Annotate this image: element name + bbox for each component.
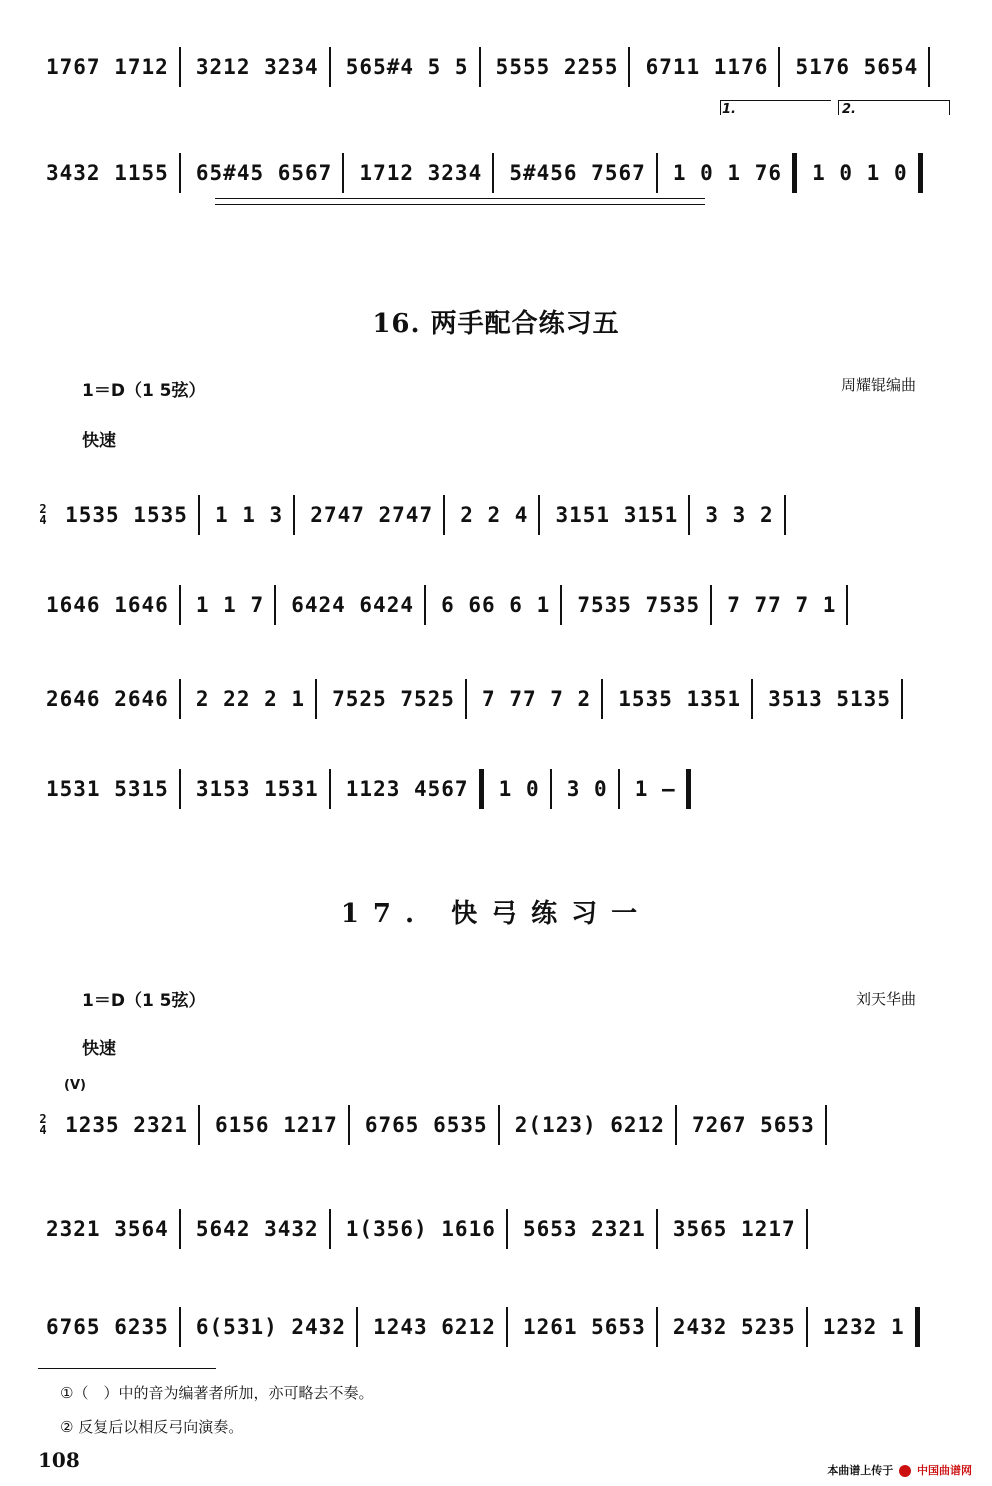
- barline: [618, 769, 620, 809]
- barline: [825, 1105, 827, 1145]
- piece-17-line-2: [36, 1206, 952, 1252]
- barline: [274, 585, 276, 625]
- barline: [506, 1209, 508, 1249]
- volta-1-bracket: [720, 100, 831, 115]
- measure: 6711 1176: [645, 55, 769, 79]
- barline: [179, 679, 181, 719]
- barline: [356, 1307, 358, 1347]
- measure: 6 66 6 1: [441, 593, 551, 617]
- repeat-barline: [915, 1307, 920, 1347]
- measure: 3 3 2: [705, 503, 774, 527]
- barline: [550, 769, 552, 809]
- barline: [675, 1105, 677, 1145]
- barline: [342, 153, 344, 193]
- measure: 5555 2255: [495, 55, 619, 79]
- measure: 1712 3234: [359, 161, 483, 185]
- measure: 2 2 4: [460, 503, 529, 527]
- volta-2-bracket: [838, 100, 950, 115]
- measure: 1767 1712: [46, 55, 169, 79]
- barline: [479, 47, 481, 87]
- measure: 1535 1351: [618, 687, 742, 711]
- measure: 6424 6424: [291, 593, 414, 617]
- measure: 1535 1535: [65, 503, 188, 527]
- barline: [329, 47, 331, 87]
- final-barline: [918, 153, 923, 193]
- upload-credit: [827, 1462, 972, 1478]
- measure: 6765 6535: [364, 1113, 488, 1137]
- measure: 1 0: [498, 777, 540, 801]
- barline: [315, 679, 317, 719]
- barline: [179, 769, 181, 809]
- measure: 1531 5315: [46, 777, 169, 801]
- barline: [179, 585, 181, 625]
- barline: [498, 1105, 500, 1145]
- barline: [806, 1209, 808, 1249]
- measure: 3153 1531: [195, 777, 319, 801]
- barline: [656, 153, 658, 193]
- barline: [329, 1209, 331, 1249]
- barline: [751, 679, 753, 719]
- measure: 1(356) 1616: [345, 1217, 496, 1241]
- measure: 7535 7535: [577, 593, 701, 617]
- measure: 1261 5653: [522, 1315, 646, 1339]
- measure: 7 77 7 2: [482, 687, 592, 711]
- measure: 3212 3234: [195, 55, 319, 79]
- barline: [492, 153, 494, 193]
- barline: [179, 1307, 181, 1347]
- barline: [784, 495, 786, 535]
- measure: 3432 1155: [46, 161, 169, 185]
- top-line-1: [36, 44, 952, 90]
- barline: [329, 769, 331, 809]
- measure: 6765 6235: [46, 1315, 169, 1339]
- barline: [656, 1209, 658, 1249]
- barline: [656, 1307, 658, 1347]
- piece-17-composer: 刘天华曲: [855, 990, 916, 1008]
- barline: [628, 47, 630, 87]
- volta-2: 2.: [842, 102, 856, 117]
- time-signature: 2 4: [39, 502, 47, 527]
- measure: 6156 1217: [214, 1113, 338, 1137]
- credit-site: 中国曲谱网: [917, 1464, 972, 1477]
- piece-17-tempo: 快速: [82, 1039, 116, 1059]
- measure: 7267 5653: [691, 1113, 815, 1137]
- bowing-mark: (V): [64, 1078, 86, 1093]
- measure: 2747 2747: [310, 503, 434, 527]
- measure: 5176 5654: [795, 55, 919, 79]
- footnote-1: ①（ ）中的音为编著者所加，亦可略去不奏。: [60, 1384, 374, 1402]
- slur-line: [215, 198, 705, 199]
- barline: [710, 585, 712, 625]
- barline: [179, 1209, 181, 1249]
- piece-16-line-2: [36, 582, 952, 628]
- measure: 1232 1: [822, 1315, 905, 1339]
- barline: [928, 47, 930, 87]
- measure: 7525 7525: [332, 687, 455, 711]
- measure: 1235 2321: [65, 1113, 188, 1137]
- barline: [198, 1105, 200, 1145]
- piece-16-title: 16. 两手配合练习五: [372, 309, 620, 339]
- barline: [424, 585, 426, 625]
- measure: 5#456 7567: [509, 161, 646, 185]
- barline: [293, 495, 295, 535]
- barline: [506, 1307, 508, 1347]
- measure: 3 0: [566, 777, 608, 801]
- page-number: 108: [38, 1448, 80, 1472]
- barline: [806, 1307, 808, 1347]
- measure: 1 0 1 76: [672, 161, 782, 185]
- barline: [179, 47, 181, 87]
- barline: [601, 679, 603, 719]
- measure: 5642 3432: [195, 1217, 319, 1241]
- top-line-2: [36, 150, 952, 196]
- piece-16-line-1: [36, 492, 952, 538]
- measure: 1123 4567: [345, 777, 469, 801]
- volta-1: 1.: [722, 102, 736, 117]
- measure: 1 0 1 0: [812, 161, 908, 185]
- barline: [198, 495, 200, 535]
- measure: 2432 5235: [672, 1315, 796, 1339]
- footnote-2: ② 反复后以相反弓向演奏。: [60, 1418, 244, 1436]
- repeat-barline: [479, 769, 484, 809]
- barline: [443, 495, 445, 535]
- measure: 2 22 2 1: [195, 687, 306, 711]
- site-logo-icon: [899, 1465, 911, 1477]
- credit-prefix: 本曲谱上传于: [827, 1464, 894, 1477]
- slur-line: [215, 204, 705, 205]
- measure: 1243 6212: [373, 1315, 496, 1339]
- barline: [538, 495, 540, 535]
- measure: 2646 2646: [46, 687, 169, 711]
- piece-16-tempo: 快速: [82, 431, 116, 451]
- barline: [688, 495, 690, 535]
- piece-17-line-1: [36, 1102, 952, 1148]
- barline: [846, 585, 848, 625]
- measure: 7 77 7 1: [727, 593, 837, 617]
- measure: 1646 1646: [46, 593, 169, 617]
- time-signature: 2 4: [39, 1112, 47, 1137]
- measure: 565#4 5 5: [345, 55, 469, 79]
- barline: [179, 153, 181, 193]
- measure: 1 1 7: [195, 593, 265, 617]
- final-barline: [686, 769, 691, 809]
- measure: 5653 2321: [522, 1217, 646, 1241]
- footnote-rule: [38, 1368, 216, 1369]
- piece-16-line-4: [36, 766, 952, 812]
- measure: 3513 5135: [768, 687, 891, 711]
- measure: 65#45 6567: [195, 161, 333, 185]
- measure: 1 1 3: [214, 503, 284, 527]
- piece-17-key: 1＝D（1 5弦）: [82, 991, 206, 1011]
- repeat-barline: [792, 153, 797, 193]
- piece-17-title: 17. 快弓练习一: [340, 899, 652, 929]
- measure: 3565 1217: [672, 1217, 796, 1241]
- measure: 3151 3151: [555, 503, 679, 527]
- barline: [778, 47, 780, 87]
- barline: [560, 585, 562, 625]
- barline: [348, 1105, 350, 1145]
- measure: 6(531) 2432: [195, 1315, 346, 1339]
- measure: 2(123) 6212: [514, 1113, 665, 1137]
- piece-16-composer: 周耀锟编曲: [840, 376, 916, 394]
- piece-17-line-3: [36, 1304, 952, 1350]
- barline: [901, 679, 903, 719]
- measure: 2321 3564: [46, 1217, 169, 1241]
- piece-16-line-3: [36, 676, 952, 722]
- measure: 1 –: [634, 777, 676, 801]
- piece-16-key: 1＝D（1 5弦）: [82, 381, 206, 401]
- barline: [465, 679, 467, 719]
